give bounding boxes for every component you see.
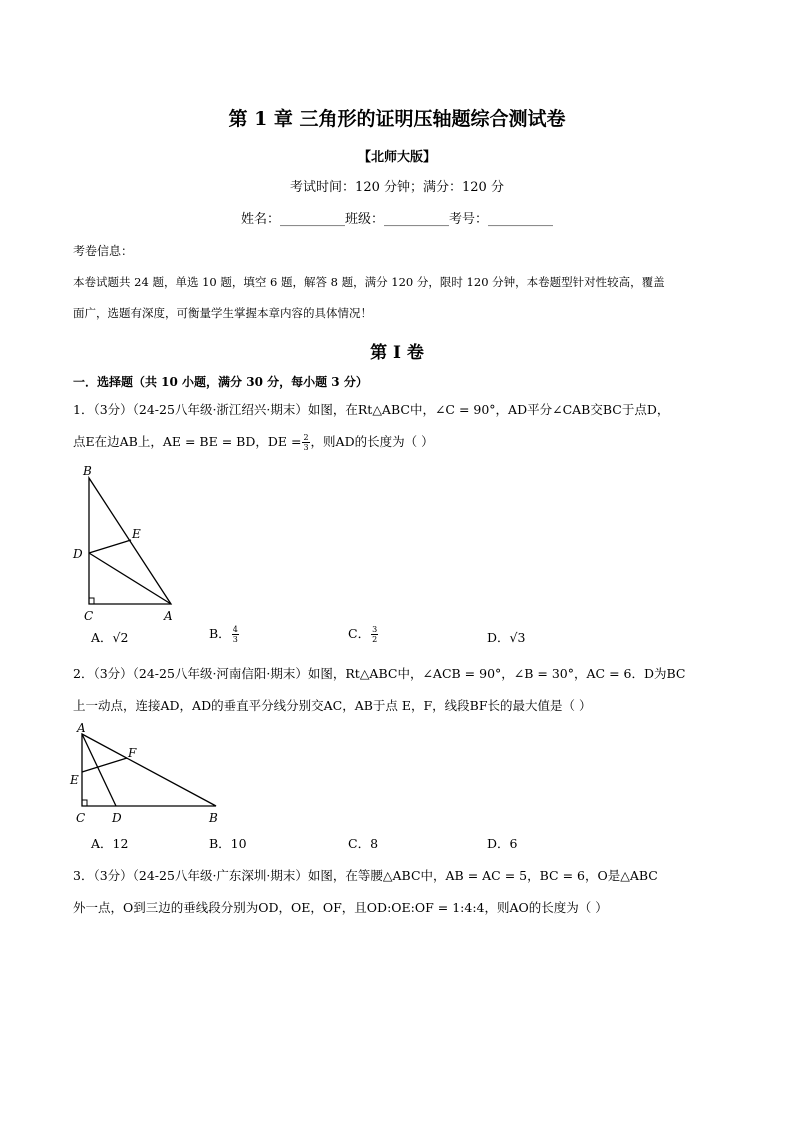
q2-label-f: F — [128, 746, 137, 760]
q1-option-d: D．√3 — [487, 630, 526, 645]
q1-line-1: 1．（3分）（24-25八年级·浙江绍兴·期末）如图，在Rt△ABC中，∠C = 90°，AD平分∠CAB交BC于点D， — [73, 402, 670, 417]
q1-triangle — [89, 478, 171, 604]
student-id-line: 姓名：__________班级：__________考号：__________ — [240, 212, 553, 227]
q2-figure — [66, 720, 226, 826]
page-title: 第 1 章 三角形的证明压轴题综合测试卷 — [228, 108, 566, 130]
q1-option-a: A．√2 — [91, 630, 129, 645]
q2-label-d: D — [112, 811, 122, 825]
q1-label-a: A — [164, 609, 173, 623]
q1-figure — [70, 462, 190, 623]
q1-label-b: B — [83, 464, 92, 478]
q1-label-c: C — [84, 609, 94, 623]
q1-option-b: B． $\frac{4}{3}$ — [209, 625, 238, 644]
q1-segment-de — [89, 540, 131, 553]
q3-line-1: 3．（3分）（24-25八年级·广东深圳·期末）如图，在等腰△ABC中，AB = AC = 5，BC = 6，O是△ABC — [73, 868, 658, 883]
q2-segment-ef — [82, 758, 127, 772]
q2-line-1: 2．（3分）（24-25八年级·河南信阳·期末）如图，Rt△ABC中，∠ACB = 90°，∠B = 30°，AC = 6．D为BC — [73, 666, 686, 681]
q2-option-b: B．10 — [209, 836, 247, 851]
q1-line-2b: ，则AD的长度为（ ） — [310, 434, 434, 449]
q1-line-2 — [73, 432, 434, 452]
q2-triangle — [82, 734, 216, 806]
q2-label-a: A — [77, 721, 86, 735]
q2-option-a: A．12 — [91, 836, 129, 851]
q1-option-c: C． $\frac{3}{2}$ — [348, 625, 378, 644]
q2-option-d: D．6 — [487, 836, 518, 851]
edition-label: 【北师大版】 — [357, 150, 436, 165]
q2-option-c: C．8 — [348, 836, 379, 851]
q1-right-angle-mark — [89, 598, 94, 604]
info-heading: 考卷信息： — [73, 244, 134, 258]
q1-label-d: D — [73, 547, 83, 561]
q1-segment-ad — [89, 553, 171, 604]
q2-label-b: B — [209, 811, 218, 825]
part-heading: 一．选择题（共 10 小题，满分 30 分，每小题 3 分） — [73, 375, 368, 389]
q1-line-2a: 点E在边AB上，AE = BE = BD，DE = — [73, 434, 302, 449]
q3-line-2: 外一点，O到三边的垂线段分别为OD，OE，OF，且OD:OE:OF = 1:4:4，则AO的长度为（ ） — [73, 900, 608, 915]
q1-fraction: $\frac{2}{3}$ — [303, 433, 309, 452]
info-line-1: 本卷试题共 24 题，单选 10 题，填空 6 题，解答 8 题，满分 120 分，限时 120 分钟，本卷题型针对性较高，覆盖 — [73, 275, 665, 289]
section-title: 第 I 卷 — [370, 343, 424, 363]
q1-label-e: E — [132, 527, 141, 541]
info-line-2: 面广，选题有深度，可衡量学生掌握本章内容的具体情况！ — [73, 306, 372, 320]
q2-right-angle-mark — [82, 800, 87, 806]
q2-label-e: E — [70, 773, 79, 787]
q2-label-c: C — [76, 811, 86, 825]
exam-time: 考试时间：120 分钟；满分：120 分 — [290, 180, 504, 195]
q2-line-2: 上一动点，连接AD，AD的垂直平分线分别交AC，AB于点 E，F，线段BF长的最大值是（ ） — [73, 698, 592, 713]
